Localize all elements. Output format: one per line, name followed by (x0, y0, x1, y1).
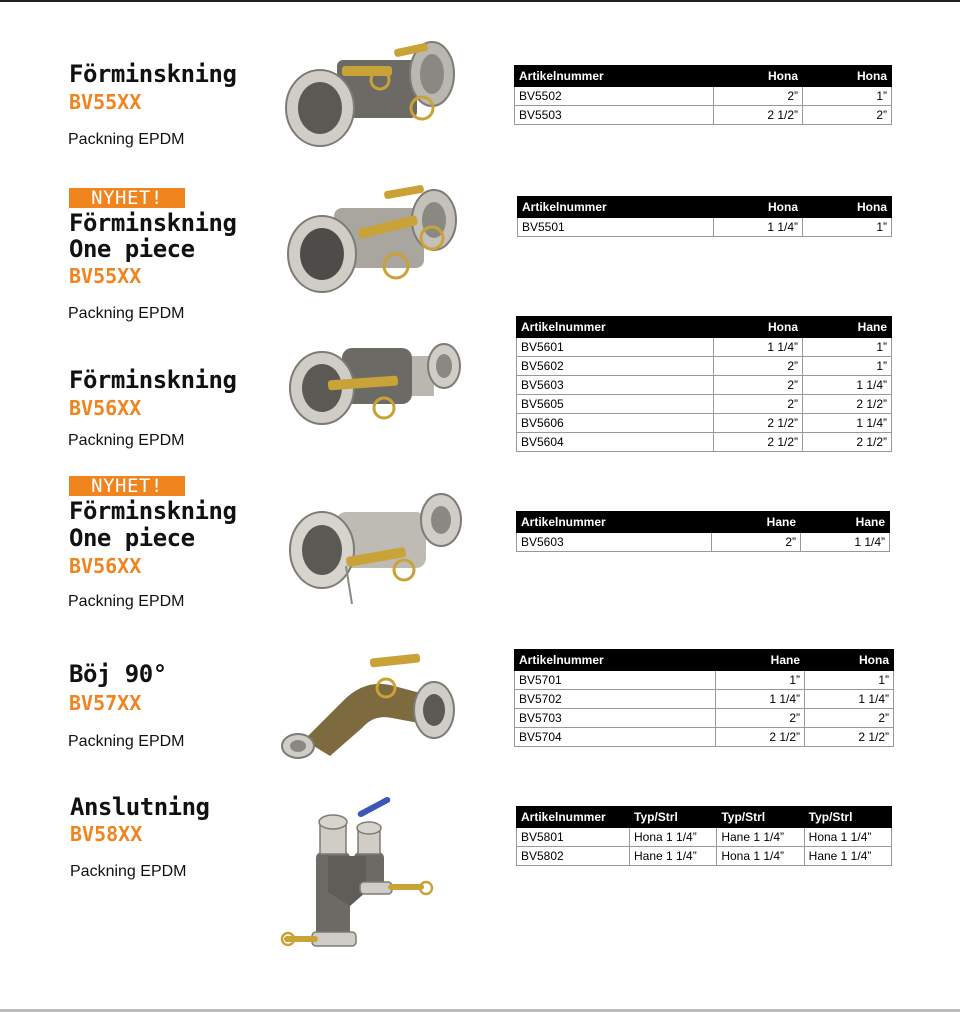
table-cell: 1 1/4” (803, 376, 892, 395)
column-header: Artikelnummer (517, 807, 630, 828)
table-cell: Hona 1 1/4” (804, 828, 891, 847)
table-cell: 2” (714, 357, 803, 376)
packing-label: Packning EPDM (68, 593, 185, 610)
table-cell: BV5601 (517, 338, 714, 357)
table-row (518, 218, 892, 237)
table-row (517, 357, 892, 376)
table-row (515, 690, 894, 709)
table-header-row (517, 512, 890, 533)
table-cell: Hona 1 1/4” (717, 847, 804, 866)
table-row (517, 395, 892, 414)
table-row (515, 87, 892, 106)
table-row (515, 728, 894, 747)
table-row (515, 106, 892, 125)
table-cell: 1” (803, 87, 892, 106)
column-header: Hane (803, 317, 892, 338)
product-title: Förminskning (69, 60, 237, 88)
table-cell: BV5701 (515, 671, 716, 690)
table-cell: BV5603 (517, 533, 712, 552)
product-code: BV56XX (69, 396, 142, 420)
table-cell: 2 1/2” (714, 414, 803, 433)
table-row (517, 533, 890, 552)
product-subtitle: One piece (69, 235, 195, 263)
packing-label: Packning EPDM (68, 733, 185, 750)
packing-label: Packning EPDM (68, 432, 185, 449)
column-header: Hona (714, 317, 803, 338)
table-cell: BV5503 (515, 106, 714, 125)
new-badge: NYHET! (69, 188, 185, 208)
table-cell: 1 1/4” (801, 533, 890, 552)
column-header: Artikelnummer (517, 512, 712, 533)
spec-table (514, 649, 894, 747)
table-cell: 1” (803, 218, 892, 237)
table-row (517, 376, 892, 395)
table-row (517, 338, 892, 357)
product-code: BV56XX (69, 554, 142, 578)
column-header: Hona (714, 66, 803, 87)
table-cell: 2” (803, 106, 892, 125)
product-code: BV55XX (69, 90, 142, 114)
table-cell: BV5606 (517, 414, 714, 433)
packing-label: Packning EPDM (68, 131, 185, 148)
reducer-coupling-image (286, 486, 466, 610)
table-cell: 1” (716, 671, 805, 690)
spec-table (517, 196, 892, 237)
table-cell: Hane 1 1/4” (717, 828, 804, 847)
table-cell: 1 1/4” (803, 414, 892, 433)
table-cell: Hane 1 1/4” (804, 847, 891, 866)
column-header: Hona (803, 197, 892, 218)
table-cell: 2 1/2” (714, 106, 803, 125)
column-header: Hona (714, 197, 803, 218)
column-header: Typ/Strl (717, 807, 804, 828)
product-title: Förminskning (69, 209, 237, 237)
column-header: Artikelnummer (515, 66, 714, 87)
table-cell: 2 1/2” (803, 433, 892, 452)
column-header: Hane (716, 650, 805, 671)
product-title: Böj 90° (69, 660, 167, 688)
table-cell: BV5602 (517, 357, 714, 376)
table-header-row (518, 197, 892, 218)
table-cell: BV5702 (515, 690, 716, 709)
new-badge: NYHET! (69, 476, 185, 496)
table-cell: 2 1/2” (716, 728, 805, 747)
table-cell: 2” (805, 709, 894, 728)
table-cell: BV5501 (518, 218, 714, 237)
table-cell: 1 1/4” (805, 690, 894, 709)
spec-table (516, 806, 892, 866)
table-cell: 1 1/4” (716, 690, 805, 709)
product-code: BV58XX (70, 822, 143, 846)
column-header: Typ/Strl (630, 807, 717, 828)
column-header: Typ/Strl (804, 807, 891, 828)
product-code: BV57XX (69, 691, 142, 715)
product-title: Förminskning (69, 366, 237, 394)
table-cell: BV5502 (515, 87, 714, 106)
spec-table (516, 316, 892, 452)
reducer-coupling-image (282, 28, 462, 148)
column-header: Hona (805, 650, 894, 671)
spec-table (516, 511, 890, 552)
table-cell: BV5703 (515, 709, 716, 728)
column-header: Artikelnummer (515, 650, 716, 671)
elbow-90-image (274, 648, 458, 760)
column-header: Artikelnummer (518, 197, 714, 218)
column-header: Hona (803, 66, 892, 87)
table-header-row (515, 650, 894, 671)
table-cell: BV5604 (517, 433, 714, 452)
table-cell: 1” (803, 338, 892, 357)
table-cell: 2 1/2” (714, 433, 803, 452)
table-cell: 1 1/4” (714, 218, 803, 237)
reducer-coupling-image (284, 178, 464, 298)
product-title: Förminskning (69, 497, 237, 525)
table-row (517, 414, 892, 433)
table-row (517, 828, 892, 847)
table-cell: Hane 1 1/4” (630, 847, 717, 866)
spec-table (514, 65, 892, 125)
table-cell: 2 1/2” (803, 395, 892, 414)
table-header-row (517, 807, 892, 828)
table-cell: 2 1/2” (805, 728, 894, 747)
column-header: Artikelnummer (517, 317, 714, 338)
column-header: Hane (712, 512, 801, 533)
table-cell: BV5704 (515, 728, 716, 747)
table-cell: 1 1/4” (714, 338, 803, 357)
table-cell: Hona 1 1/4” (630, 828, 717, 847)
table-row (515, 709, 894, 728)
product-code: BV55XX (69, 264, 142, 288)
packing-label: Packning EPDM (70, 863, 187, 880)
table-cell: BV5801 (517, 828, 630, 847)
table-row (517, 847, 892, 866)
column-header: Hane (801, 512, 890, 533)
table-cell: 2” (716, 709, 805, 728)
top-rule (0, 0, 960, 2)
table-row (517, 433, 892, 452)
wye-connector-image (278, 796, 438, 956)
table-header-row (515, 66, 892, 87)
table-row (515, 671, 894, 690)
table-cell: 1” (805, 671, 894, 690)
table-cell: 2” (714, 87, 803, 106)
product-title: Anslutning (70, 793, 210, 821)
table-cell: 2” (714, 395, 803, 414)
reducer-coupling-image (284, 326, 464, 446)
table-cell: BV5802 (517, 847, 630, 866)
table-header-row (517, 317, 892, 338)
product-subtitle: One piece (69, 524, 195, 552)
table-cell: 2” (712, 533, 801, 552)
packing-label: Packning EPDM (68, 305, 185, 322)
table-cell: BV5605 (517, 395, 714, 414)
table-cell: 2” (714, 376, 803, 395)
table-cell: 1” (803, 357, 892, 376)
table-cell: BV5603 (517, 376, 714, 395)
